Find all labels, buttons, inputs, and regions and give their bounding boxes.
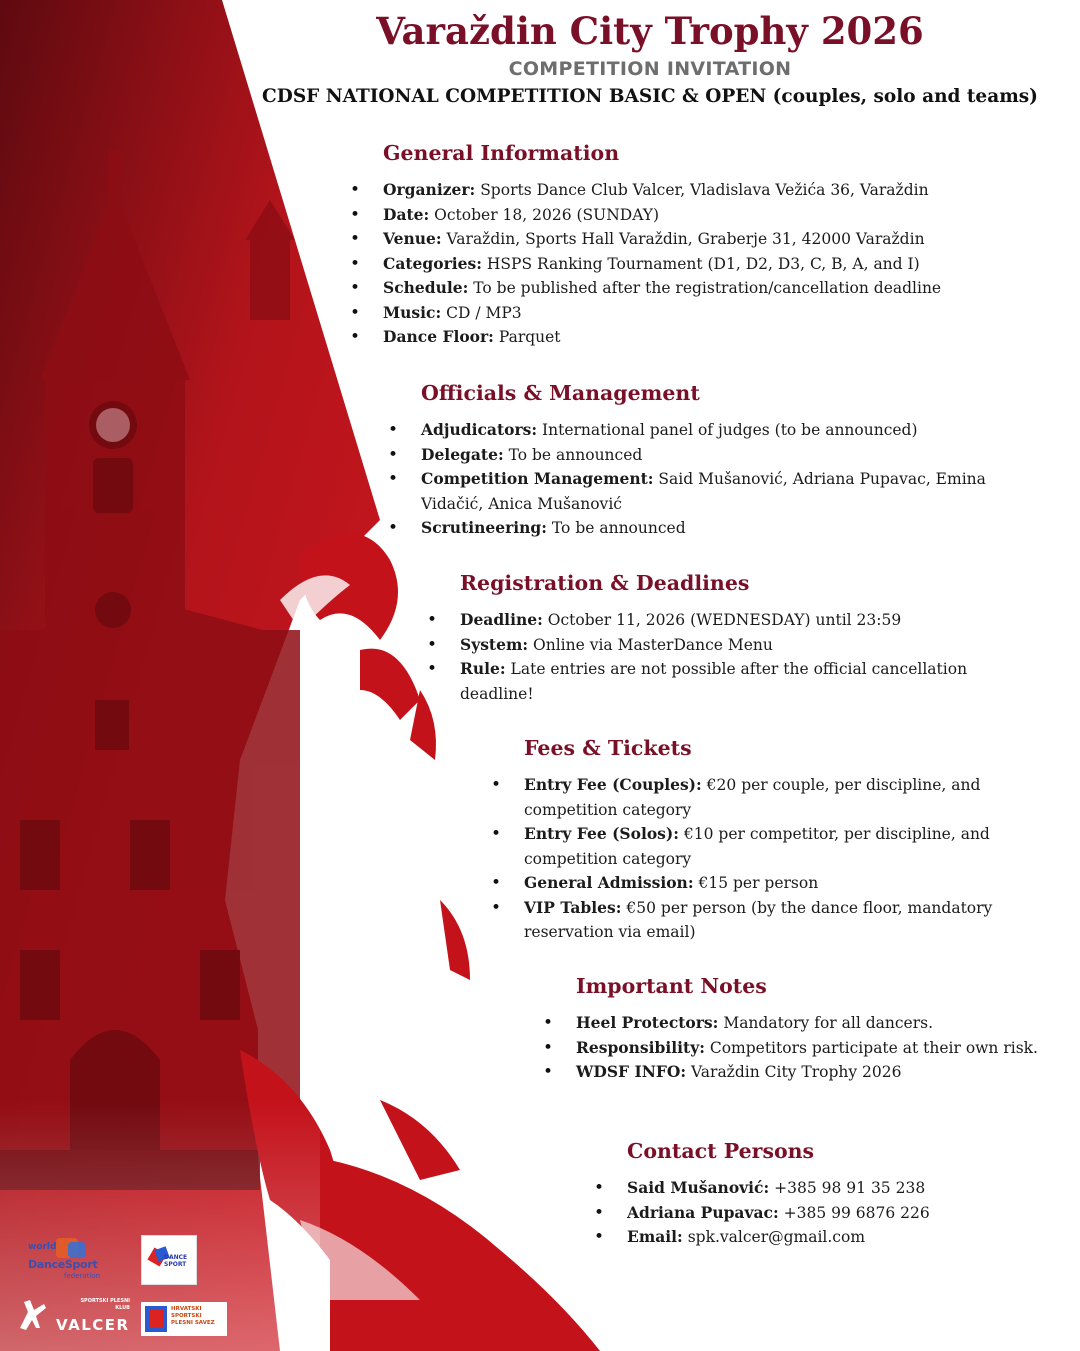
list-item: • Competition Management: Said Mušanović, Adriana Pupavac, Emina Vidačić, Anica Mušanović xyxy=(421,467,1041,516)
list-item: • Rule: Late entries are not possible after the official cancellation deadline! xyxy=(460,657,1040,706)
list-item: • Heel Protectors: Mandatory for all dancers. xyxy=(576,1011,1046,1036)
list-item: • VIP Tables: €50 per person (by the dance floor, mandatory reservation via email) xyxy=(524,896,1044,945)
email-link[interactable]: spk.valcer@gmail.com xyxy=(682,1228,866,1246)
section-heading: Contact Persons xyxy=(627,1139,815,1163)
list-item: • Date: October 18, 2026 (SUNDAY) xyxy=(383,203,1043,228)
list-item: • Responsibility: Competitors participate at their own risk. xyxy=(576,1036,1046,1061)
page-subtitle: COMPETITION INVITATION xyxy=(508,58,792,80)
list-item: • Deadline: October 11, 2026 (WEDNESDAY) until 23:59 xyxy=(460,608,1040,633)
section-contact-persons xyxy=(627,1138,1047,1250)
dancers-icon xyxy=(14,1298,50,1332)
list-item: • Organizer: Sports Dance Club Valcer, Vladislava Vežića 36, Varaždin xyxy=(383,178,1043,203)
dancesport-badge-logo: DANCE SPORT xyxy=(141,1235,197,1285)
list-item: • Said Mušanović: +385 98 91 35 238 xyxy=(627,1176,1047,1201)
list-item: • Venue: Varaždin, Sports Hall Varaždin, Graberje 31, 42000 Varaždin xyxy=(383,227,1043,252)
valcer-club-logo: SPORTSKI PLESNI KLUB VALCER xyxy=(12,1296,130,1338)
list-item: • Categories: HSPS Ranking Tournament (D1, D2, D3, C, B, A, and I) xyxy=(383,252,1043,277)
page-title: Varaždin City Trophy 2026 xyxy=(376,9,924,53)
list-item: • Dance Floor: Parquet xyxy=(383,325,1043,350)
hsps-logo: HRVATSKI SPORTSKI PLESNI SAVEZ xyxy=(141,1302,227,1336)
section-fees xyxy=(524,735,1044,945)
list-item: • Delegate: To be announced xyxy=(421,443,1041,468)
list-item: • System: Online via MasterDance Menu xyxy=(460,633,1040,658)
competition-headline: CDSF NATIONAL COMPETITION BASIC & OPEN (couples, solo and teams) xyxy=(262,86,1038,107)
list-item: • Entry Fee (Couples): €20 per couple, per discipline, and competition category xyxy=(524,773,1044,822)
section-officials xyxy=(421,380,1041,541)
section-heading: Registration & Deadlines xyxy=(460,571,750,595)
section-registration xyxy=(460,570,1040,706)
general-list xyxy=(383,178,1043,350)
fees-list xyxy=(524,773,1044,945)
list-item: • Adriana Pupavac: +385 99 6876 226 xyxy=(627,1201,1047,1226)
registration-list xyxy=(460,608,1040,706)
list-item: • Scrutineering: To be announced xyxy=(421,516,1041,541)
contacts-list xyxy=(627,1176,1047,1250)
section-important-notes xyxy=(576,973,1046,1085)
list-item: • WDSF INFO: Varaždin City Trophy 2026 xyxy=(576,1060,1046,1085)
list-item: • Entry Fee (Solos): €10 per competitor, per discipline, and competition category xyxy=(524,822,1044,871)
section-heading: General Information xyxy=(383,141,620,165)
officials-list xyxy=(421,418,1041,541)
list-item: • Adjudicators: International panel of judges (to be announced) xyxy=(421,418,1041,443)
list-item[interactable]: • Email: spk.valcer@gmail.com xyxy=(627,1225,1047,1250)
list-item: • Schedule: To be published after the registration/cancellation deadline xyxy=(383,276,1043,301)
section-heading: Important Notes xyxy=(576,974,767,998)
section-heading: Officials & Management xyxy=(421,381,700,405)
section-general-information xyxy=(383,140,1043,350)
wdsf-logo: world DanceSport federation xyxy=(26,1238,106,1284)
list-item: • General Admission: €15 per person xyxy=(524,871,1044,896)
list-item: • Music: CD / MP3 xyxy=(383,301,1043,326)
section-heading: Fees & Tickets xyxy=(524,736,692,760)
notes-list xyxy=(576,1011,1046,1085)
